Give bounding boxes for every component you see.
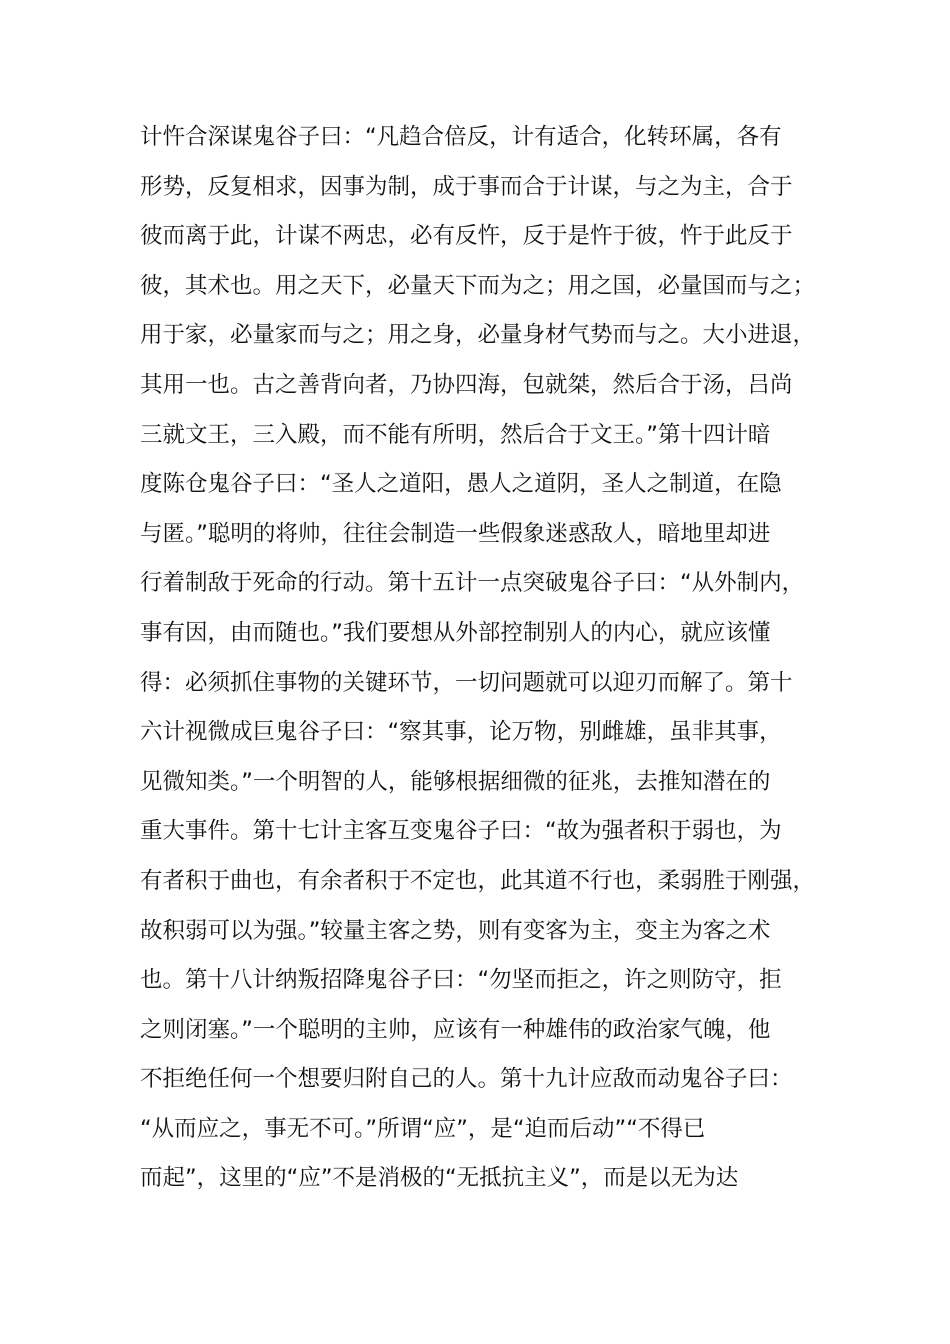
text-line: 故积弱可以为强。”较量主客之势，则有变客为主，变主为客之术 bbox=[140, 917, 771, 944]
text-line: 用于家，必量家而与之；用之身，必量身材气势而与之。大小进退， bbox=[140, 322, 816, 349]
text-line: “从而应之，事无不可。”所谓“应”，是“迫而后动”“不得已 bbox=[140, 1115, 706, 1142]
text-line: 而起”，这里的“应”不是消极的“无抵抗主义”，而是以无为达 bbox=[140, 1165, 739, 1192]
text-line: 得：必须抓住事物的关键环节，一切问题就可以迎刃而解了。第十 bbox=[140, 669, 793, 696]
text-line: 事有因，由而随也。”我们要想从外部控制别人的内心，就应该懂 bbox=[140, 619, 771, 646]
text-line: 计忤合深谋鬼谷子曰：“凡趋合倍反，计有适合，化转环属，各有 bbox=[140, 124, 782, 150]
text-line: 三就文王，三入殿，而不能有所明，然后合于文王。”第十四计暗 bbox=[140, 421, 771, 448]
text-line: 有者积于曲也，有余者积于不定也，此其道不行也，柔弱胜于刚强， bbox=[140, 867, 816, 894]
text-line: 形势，反复相求，因事为制，成于事而合于计谋，与之为主，合于 bbox=[140, 173, 793, 200]
text-line: 与匿。”聪明的将帅，往往会制造一些假象迷惑敌人，暗地里却进 bbox=[140, 520, 771, 547]
text-line: 其用一也。古之善背向者，乃协四海，包就桀，然后合于汤，吕尚 bbox=[140, 371, 793, 398]
text-line: 行着制敌于死命的行动。第十五计一点突破鬼谷子曰：“从外制内， bbox=[140, 570, 805, 597]
text-line: 彼而离于此，计谋不两忠，必有反忤，反于是忤于彼，忤于此反于 bbox=[140, 223, 793, 250]
text-line: 重大事件。第十七计主客互变鬼谷子曰：“故为强者积于弱也，为 bbox=[140, 818, 782, 845]
text-line: 彼，其术也。用之天下，必量天下而为之；用之国，必量国而与之； bbox=[140, 272, 816, 299]
text-line: 不拒绝任何一个想要归附自己的人。第十九计应敌而动鬼谷子曰： bbox=[140, 1066, 793, 1093]
text-line: 也。第十八计纳叛招降鬼谷子曰：“勿坚而拒之，许之则防守，拒 bbox=[140, 967, 782, 994]
text-line: 之则闭塞。”一个聪明的主帅，应该有一种雄伟的政治家气魄，他 bbox=[140, 1016, 771, 1043]
text-line: 六计视微成巨鬼谷子曰：“察其事，论万物，别雌雄，虽非其事， bbox=[140, 719, 782, 746]
text-line: 度陈仓鬼谷子曰：“圣人之道阳，愚人之道阴，圣人之制道，在隐 bbox=[140, 471, 782, 498]
body-text bbox=[140, 113, 820, 1204]
text-line: 见微知类。”一个明智的人，能够根据细微的征兆，去推知潜在的 bbox=[140, 768, 771, 795]
